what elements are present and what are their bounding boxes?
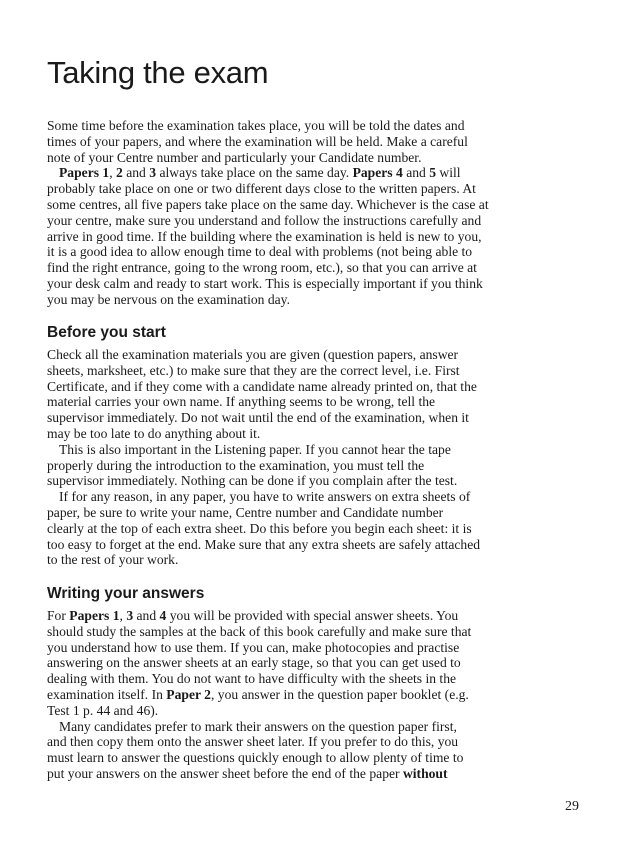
text-line: and then copy them onto the answer sheet later. If you prefer to do this, you bbox=[47, 734, 459, 750]
bold-term: Paper 2 bbox=[166, 686, 211, 702]
text-line: Many candidates prefer to mark their answers on the question paper first, bbox=[59, 718, 457, 734]
text-line: supervisor immediately. Do not wait until the end of the examination, when it bbox=[47, 410, 469, 426]
text-line: you may be nervous on the examination day. bbox=[47, 291, 290, 307]
text-line: material carries your own name. If anything seems to be wrong, tell the bbox=[47, 394, 436, 410]
text-fragment: For bbox=[47, 608, 70, 623]
text-line: Some time before the examination takes place, you will be told the dates and bbox=[47, 118, 465, 133]
text-line: If for any reason, in any paper, you have to write answers on extra sheets of bbox=[59, 489, 471, 505]
text-line: properly during the introduction to the examination, you must tell the bbox=[47, 457, 425, 473]
bold-term: 3 bbox=[149, 165, 157, 181]
text-line: arrive in good time. If the building where the examination is held is new to you, bbox=[47, 228, 482, 244]
text-line: Test 1 p. 44 and 46). bbox=[47, 702, 159, 718]
text-fragment: put your answers on the answer sheet before the end of the paper bbox=[47, 765, 403, 781]
text-line: probably take place on one or two different days close to the written papers. At bbox=[47, 181, 476, 197]
text-line: you understand how to use them. If you can, make photocopies and practise bbox=[47, 639, 460, 655]
text-fragment: , you answer in the question paper booklet (e.g. bbox=[210, 686, 469, 702]
text-line: answering on the answer sheets at an early stage, so that you can get used to bbox=[47, 655, 461, 671]
page-title: Taking the exam bbox=[47, 55, 269, 90]
section-heading-before-you-start: Before you start bbox=[47, 324, 166, 341]
text-line: Certificate, and if they come with a candidate name already printed on, that the bbox=[47, 378, 477, 394]
bold-term: 3 bbox=[126, 608, 134, 623]
text-line: it is a good idea to allow enough time to deal with problems (not being able to bbox=[47, 244, 473, 260]
text-line: dealing with them. You do not want to have difficulty with the sheets in the bbox=[47, 671, 457, 687]
book-page bbox=[47, 0, 595, 847]
text-line: find the right entrance, going to the wrong room, etc.), so that you can arrive at bbox=[47, 260, 477, 276]
text-fragment: , bbox=[119, 608, 127, 623]
writing-your-answers-section bbox=[47, 608, 595, 782]
text-line: Check all the examination materials you are given (question papers, answer bbox=[47, 347, 459, 362]
before-paragraph-2 bbox=[47, 442, 595, 489]
bold-term: Papers 4 bbox=[352, 165, 403, 181]
text-fragment: always take place on the same day. bbox=[156, 165, 353, 181]
text-line: should study the samples at the back of this book carefully and make sure that bbox=[47, 623, 472, 639]
bold-term: 2 bbox=[116, 165, 123, 181]
text-fragment: and bbox=[402, 165, 430, 181]
text-line: sheets, marksheet, etc.) to make sure that they are the correct level, i.e. First bbox=[47, 362, 460, 378]
page-number: 29 bbox=[565, 799, 579, 814]
text-line: may be too late to do anything about it. bbox=[47, 425, 261, 441]
text-line bbox=[47, 766, 595, 782]
text-fragment: and bbox=[122, 165, 150, 181]
text-line: to the rest of your work. bbox=[47, 552, 179, 568]
bold-term: 4 bbox=[159, 608, 167, 623]
text-line: supervisor immediately. Nothing can be done if you complain after the test. bbox=[47, 473, 458, 489]
bold-term: Papers 1 bbox=[69, 608, 120, 623]
intro-paragraph-1 bbox=[47, 118, 595, 165]
text-line: must learn to answer the questions quickly enough to allow plenty of time to bbox=[47, 750, 464, 766]
text-line bbox=[47, 608, 595, 624]
text-line: your desk calm and ready to start work. This is especially important if you think bbox=[47, 275, 483, 291]
writing-paragraph-2 bbox=[47, 719, 595, 782]
text-line: too easy to forget at the end. Make sure that any extra sheets are safely attached bbox=[47, 536, 481, 552]
text-line: times of your papers, and where the examination will be held. Make a careful bbox=[47, 133, 468, 149]
before-paragraph-3 bbox=[47, 489, 595, 568]
text-line: some centres, all five papers take place on the same day. Whichever is the case at bbox=[47, 196, 489, 212]
bold-term: 5 bbox=[429, 165, 437, 181]
intro-paragraph-2 bbox=[47, 165, 595, 307]
text-line: your centre, make sure you understand and follow the instructions carefully and bbox=[47, 212, 482, 228]
text-fragment: , bbox=[109, 165, 117, 181]
before-you-start-section bbox=[47, 347, 595, 568]
text-fragment: will bbox=[436, 165, 461, 181]
text-line: paper, be sure to write your name, Centre number and Candidate number bbox=[47, 504, 444, 520]
text-line: note of your Centre number and particularly your Candidate number. bbox=[47, 149, 422, 165]
intro-section bbox=[47, 118, 595, 308]
text-fragment: examination itself. In bbox=[47, 686, 167, 702]
text-fragment: and bbox=[133, 608, 160, 623]
writing-paragraph-1 bbox=[47, 608, 595, 719]
text-line bbox=[47, 687, 595, 703]
text-line bbox=[47, 165, 595, 181]
section-heading-writing-your-answers: Writing your answers bbox=[47, 585, 205, 602]
bold-term: without bbox=[402, 765, 448, 781]
before-paragraph-1 bbox=[47, 347, 595, 442]
text-line: clearly at the top of each extra sheet. Do this before you begin each sheet: it is bbox=[47, 520, 472, 536]
text-line: This is also important in the Listening paper. If you cannot hear the tape bbox=[59, 441, 451, 457]
text-fragment: you will be provided with special answer sheets. You bbox=[166, 608, 459, 623]
bold-term: Papers 1 bbox=[59, 165, 110, 181]
